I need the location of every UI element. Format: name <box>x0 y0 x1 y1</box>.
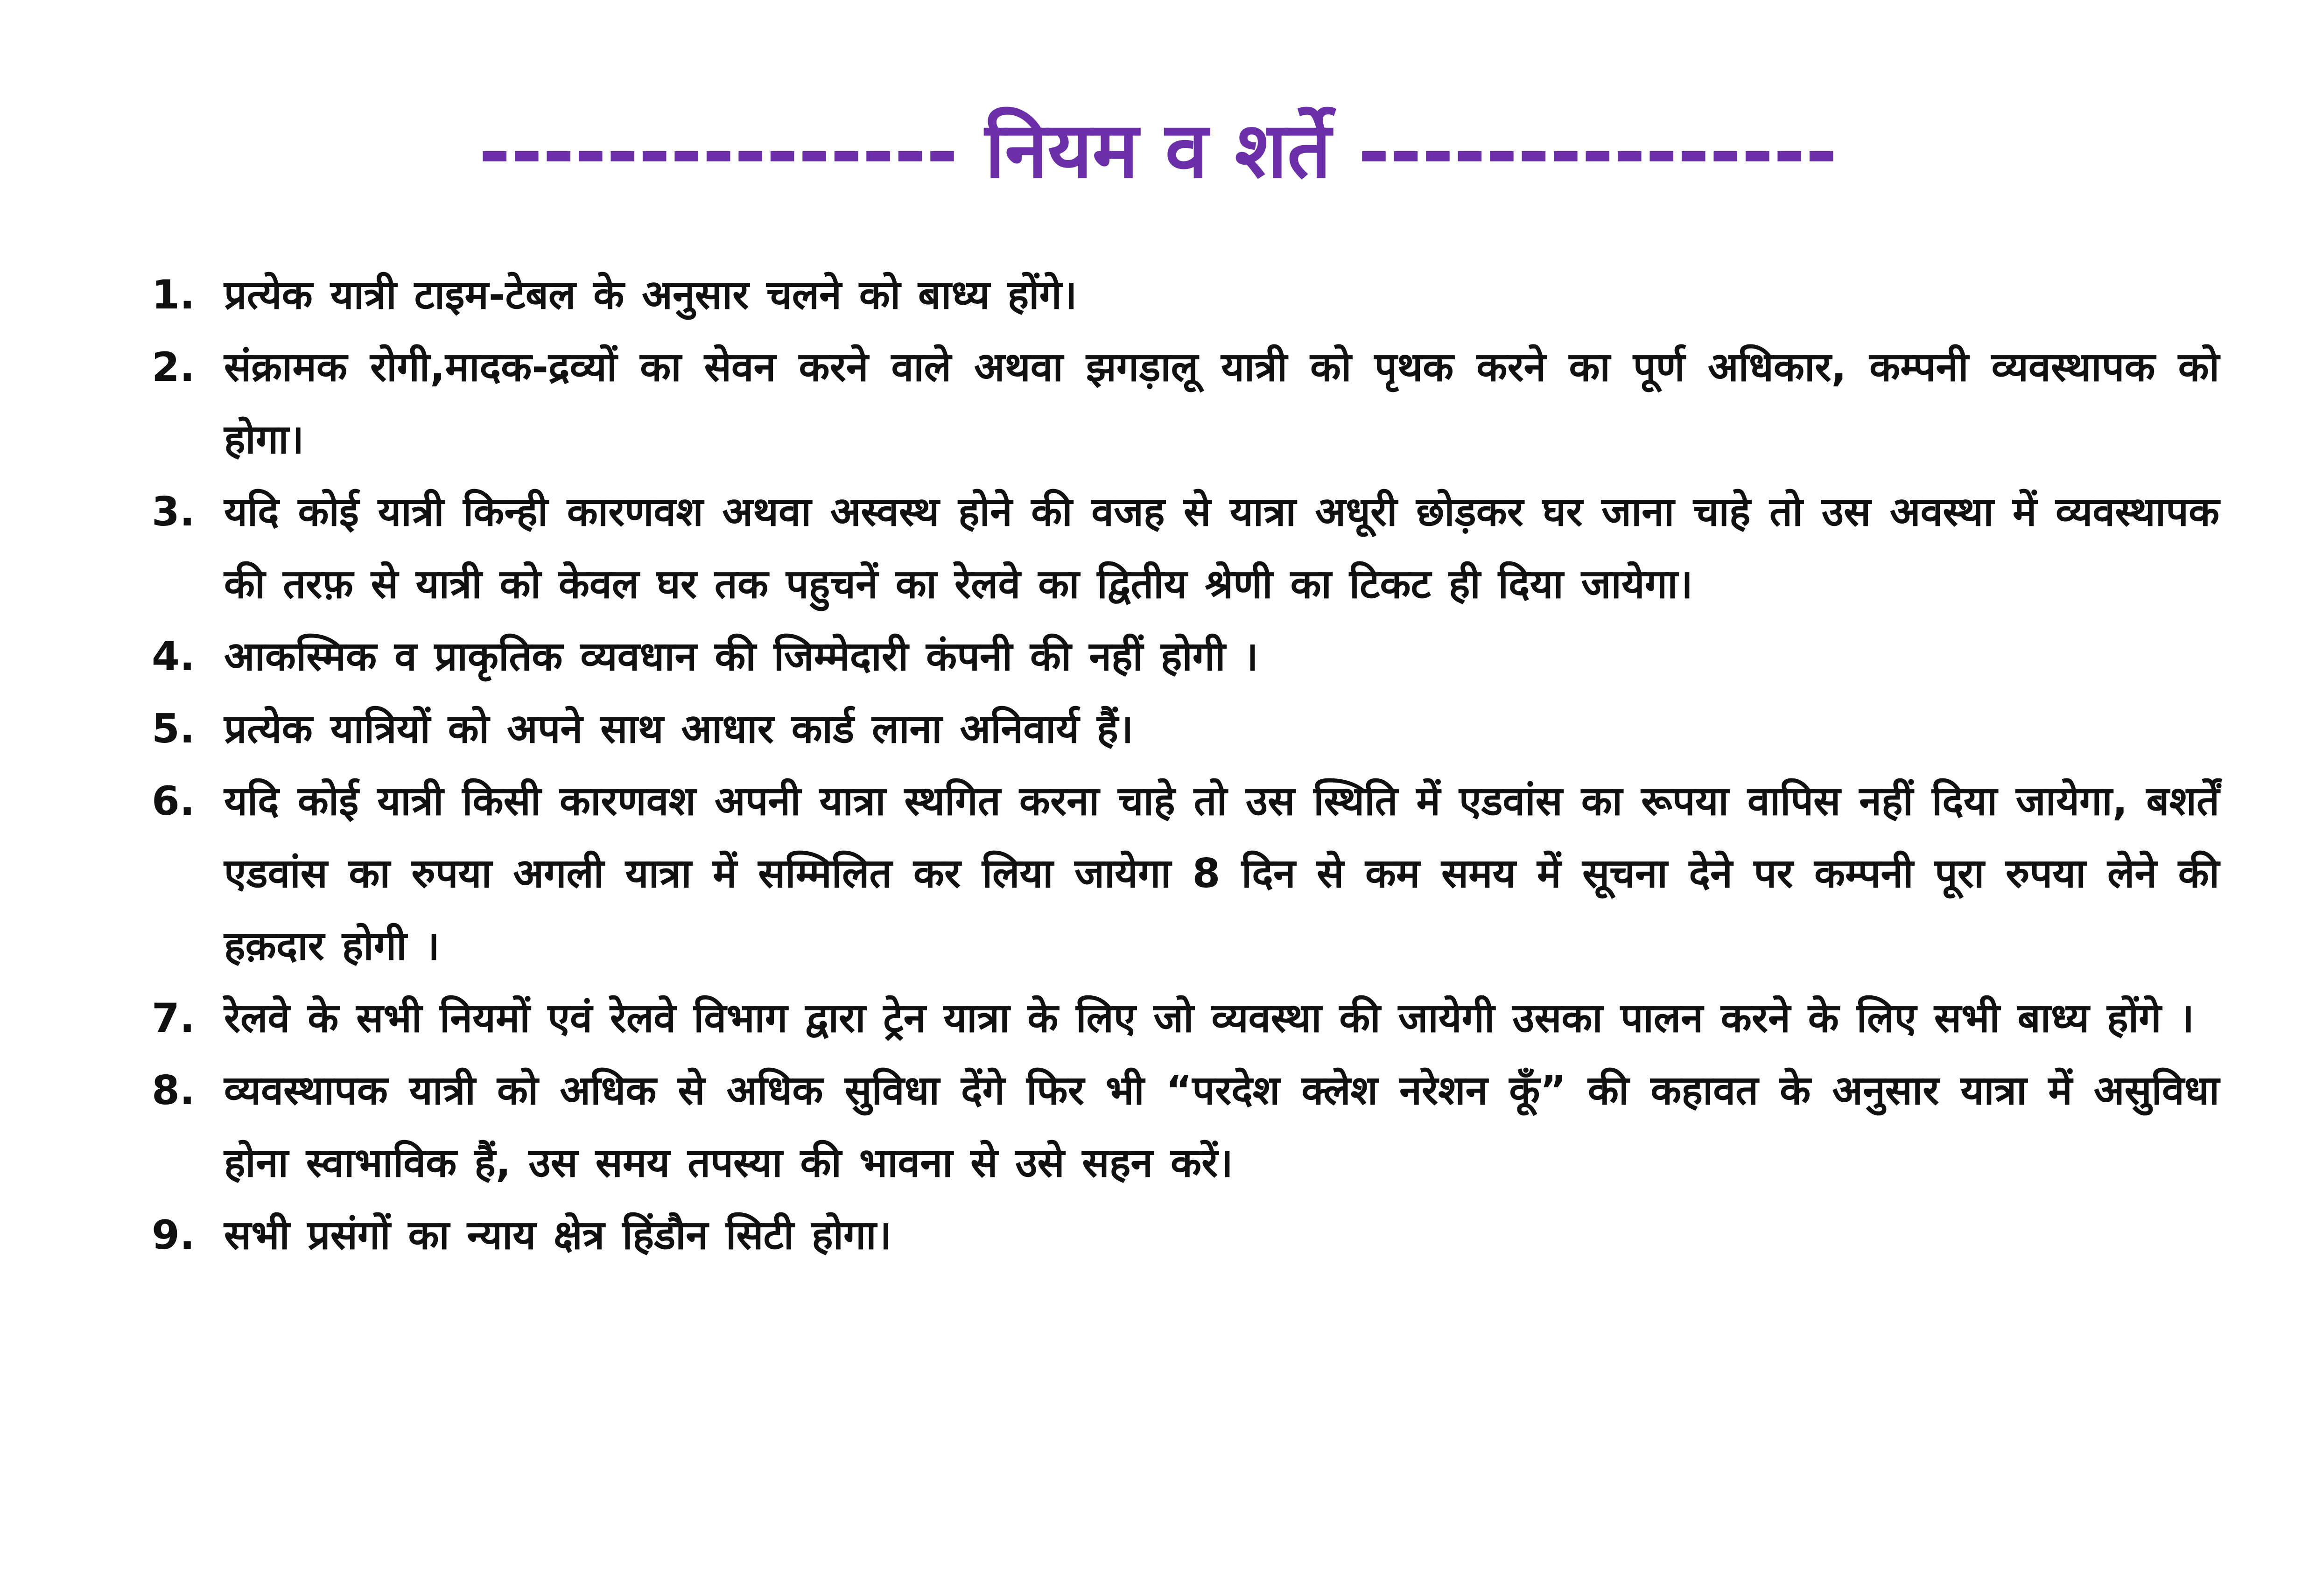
rule-item <box>152 259 2219 331</box>
rule-number: 3. <box>152 489 195 535</box>
rule-text: सभी प्रसंगों का न्याय क्षेत्र हिंडौन सिटी होगा। <box>224 1212 892 1259</box>
rule-item <box>152 621 2219 693</box>
rule-text: यदि कोई यात्री किसी कारणवश अपनी यात्रा स्थगित करना चाहे तो उस स्थिति में एडवांस का रूपया वापिस नहीं दिया जायेगा, बशर्तें एडवांस का रुपया अगली यात्रा में सम्मिलित कर लिया जायेगा 8 दिन से कम समय में सूचना देने पर कम्पनी पूरा रुपया लेने की हक़दार होगी । <box>224 778 2219 969</box>
rule-text: व्यवस्थापक यात्री को अधिक से अधिक सुविधा देंगे फिर भी “परदेश क्लेश नरेशन कूँ” की कहावत के अनुसार यात्रा में असुविधा होना स्वाभाविक हैं, उस समय तपस्या की भावना से उसे सहन करें। <box>224 1067 2219 1186</box>
rule-number: 9. <box>152 1212 195 1259</box>
rule-item <box>152 1055 2219 1199</box>
rule-text: आकस्मिक व प्राकृतिक व्यवधान की जिम्मेदारी कंपनी की नहीं होगी । <box>224 633 1259 680</box>
rule-item <box>152 693 2219 765</box>
rule-item <box>152 982 2219 1055</box>
rule-text: प्रत्येक यात्रियों को अपने साथ आधार कार्ड लाना अनिवार्य हैं। <box>224 706 1134 752</box>
rule-item <box>152 331 2219 476</box>
rule-number: 6. <box>152 778 195 825</box>
rule-item <box>152 765 2219 982</box>
rule-item <box>152 1199 2219 1272</box>
rule-number: 1. <box>152 272 195 318</box>
rule-text: संक्रामक रोगी,मादक-द्रव्यों का सेवन करने वाले अथवा झगड़ालू यात्री को पृथक करने का पूर्ण अधिकार, कम्पनी व्यवस्थापक को होगा। <box>224 344 2219 463</box>
rule-text: रेलवे के सभी नियमों एवं रेलवे विभाग द्वारा ट्रेन यात्रा के लिए जो व्यवस्था की जायेगी उसका पालन करने के लिए सभी बाध्य होंगे । <box>224 995 2195 1042</box>
rules-list <box>152 259 2219 1272</box>
rule-number: 7. <box>152 995 195 1042</box>
rule-number: 5. <box>152 706 195 752</box>
rule-number: 2. <box>152 344 195 391</box>
rule-number: 8. <box>152 1067 195 1114</box>
rule-number: 4. <box>152 633 195 680</box>
page-title: --------------- नियम व शर्ते --------------- <box>478 104 1838 195</box>
rule-text: प्रत्येक यात्री टाइम-टेबल के अनुसार चलने को बाध्य होंगे। <box>224 272 1077 318</box>
rule-item <box>152 476 2219 621</box>
rule-text: यदि कोई यात्री किन्ही कारणवश अथवा अस्वस्थ होने की वजह से यात्रा अधूरी छोड़कर घर जाना चाहे तो उस अवस्था में व्यवस्थापक की तरफ़ से यात्री को केवल घर तक पहुचनें का रेलवे का द्वितीय श्रेणी का टिकट ही दिया जायेगा। <box>224 489 2219 608</box>
